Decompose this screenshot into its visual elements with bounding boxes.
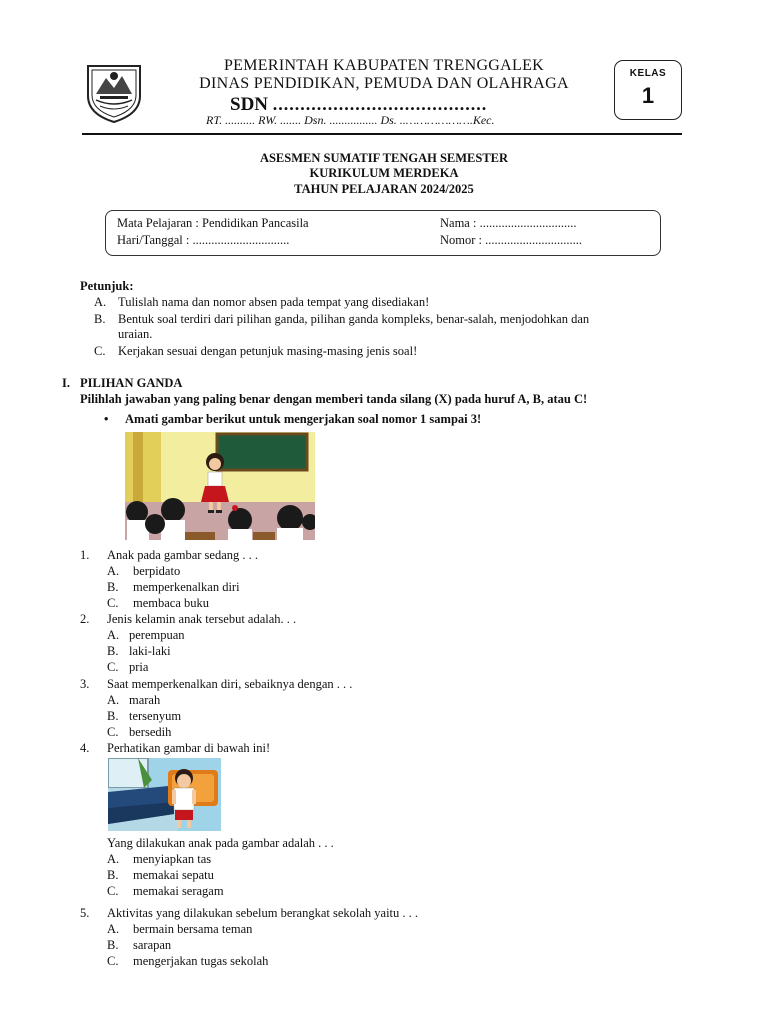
section-instruction: Pilihlah jawaban yang paling benar dengan memberi tanda silang (X) pada huruf A, B, atau C!	[80, 392, 588, 406]
option-letter[interactable]: B.	[107, 938, 119, 952]
instructions-heading: Petunjuk:	[80, 279, 134, 293]
boy-dressing-illustration	[108, 758, 221, 831]
question-text: Jenis kelamin anak tersebut adalah. . .	[107, 612, 297, 626]
instruction-text: Bentuk soal terdiri dari pilihan ganda, pilihan ganda kompleks, benar-salah, menjodohkan dan	[118, 312, 590, 326]
option-text[interactable]: memakai seragam	[133, 884, 224, 898]
question-subtext: Yang dilakukan anak pada gambar adalah . . .	[107, 836, 334, 850]
option-text[interactable]: laki-laki	[129, 644, 171, 658]
instruction-text: Tulislah nama dan nomor absen pada tempat yang disediakan!	[118, 295, 430, 309]
instruction-letter: B.	[94, 312, 106, 326]
option-letter[interactable]: B.	[107, 868, 119, 882]
picture-instruction: Amati gambar berikut untuk mengerjakan soal nomor 1 sampai 3!	[125, 412, 482, 426]
exam-year: TAHUN PELAJARAN 2024/2025	[294, 182, 474, 196]
section-number: I.	[62, 376, 70, 390]
question-number: 1.	[80, 548, 90, 562]
instruction-letter: C.	[94, 344, 106, 358]
question-number: 5.	[80, 906, 90, 920]
option-letter[interactable]: A.	[107, 693, 120, 707]
instruction-letter: A.	[94, 295, 107, 309]
question-text: Saat memperkenalkan diri, sebaiknya dengan . . .	[107, 677, 353, 691]
question-text: Aktivitas yang dilakukan sebelum berangkat sekolah yaitu . . .	[107, 906, 419, 920]
option-letter[interactable]: B.	[107, 644, 119, 658]
school-prefix: SDN	[230, 94, 269, 115]
option-text[interactable]: membaca buku	[133, 596, 210, 610]
option-letter[interactable]: A.	[107, 922, 120, 936]
header-divider	[82, 133, 682, 135]
option-letter[interactable]: C.	[107, 725, 119, 739]
info-subject: Mata Pelajaran : Pendidikan Pancasila	[117, 216, 309, 230]
instruction-text-cont: uraian.	[118, 327, 153, 341]
option-text[interactable]: sarapan	[133, 938, 172, 952]
option-text[interactable]: bersedih	[129, 725, 172, 739]
option-text[interactable]: berpidato	[133, 564, 181, 578]
option-letter[interactable]: C.	[107, 954, 119, 968]
kelas-box	[614, 60, 682, 120]
option-text[interactable]: perempuan	[129, 628, 185, 642]
option-letter[interactable]: A.	[107, 852, 120, 866]
bullet-icon: •	[104, 412, 109, 426]
option-text[interactable]: memakai sepatu	[133, 868, 214, 882]
option-letter[interactable]: A.	[107, 564, 120, 578]
option-letter[interactable]: B.	[107, 580, 119, 594]
classroom-illustration	[125, 432, 315, 540]
kelas-label: KELAS	[629, 68, 667, 79]
option-letter[interactable]: B.	[107, 709, 119, 723]
option-letter[interactable]: C.	[107, 596, 119, 610]
info-number-field[interactable]: Nomor : ...............................	[440, 233, 583, 247]
option-letter[interactable]: C.	[107, 884, 119, 898]
option-text[interactable]: tersenyum	[129, 709, 182, 723]
info-name-field[interactable]: Nama : ...............................	[440, 216, 577, 230]
instruction-text: Kerjakan sesuai dengan petunjuk masing-masing jenis soal!	[118, 344, 418, 358]
exam-curriculum: KURIKULUM MERDEKA	[309, 166, 459, 180]
header-address: RT. .......... RW. ....... Dsn. ................ Ds. ..……………….Kec.	[206, 113, 495, 127]
option-text[interactable]: bermain bersama teman	[133, 922, 253, 936]
option-text[interactable]: marah	[129, 693, 161, 707]
question-number: 2.	[80, 612, 90, 626]
question-number: 3.	[80, 677, 90, 691]
header-government: PEMERINTAH KABUPATEN TRENGGALEK	[223, 57, 545, 74]
option-letter[interactable]: C.	[107, 660, 119, 674]
header-department: DINAS PENDIDIKAN, PEMUDA DAN OLAHRAGA	[199, 75, 569, 92]
option-text[interactable]: pria	[129, 660, 149, 674]
kelas-value: 1	[641, 83, 655, 108]
exam-title: ASESMEN SUMATIF TENGAH SEMESTER	[259, 151, 509, 165]
option-letter[interactable]: A.	[107, 628, 120, 642]
question-number: 4.	[80, 741, 90, 755]
school-name-blank: .......................................	[272, 94, 488, 114]
question-text: Perhatikan gambar di bawah ini!	[107, 741, 271, 755]
option-text[interactable]: menyiapkan tas	[133, 852, 212, 866]
question-text: Anak pada gambar sedang . . .	[107, 548, 258, 562]
info-date: Hari/Tanggal : ...............................	[117, 233, 290, 247]
section-heading: PILIHAN GANDA	[80, 376, 183, 390]
option-text[interactable]: memperkenalkan diri	[133, 580, 240, 594]
option-text[interactable]: mengerjakan tugas sekolah	[133, 954, 269, 968]
